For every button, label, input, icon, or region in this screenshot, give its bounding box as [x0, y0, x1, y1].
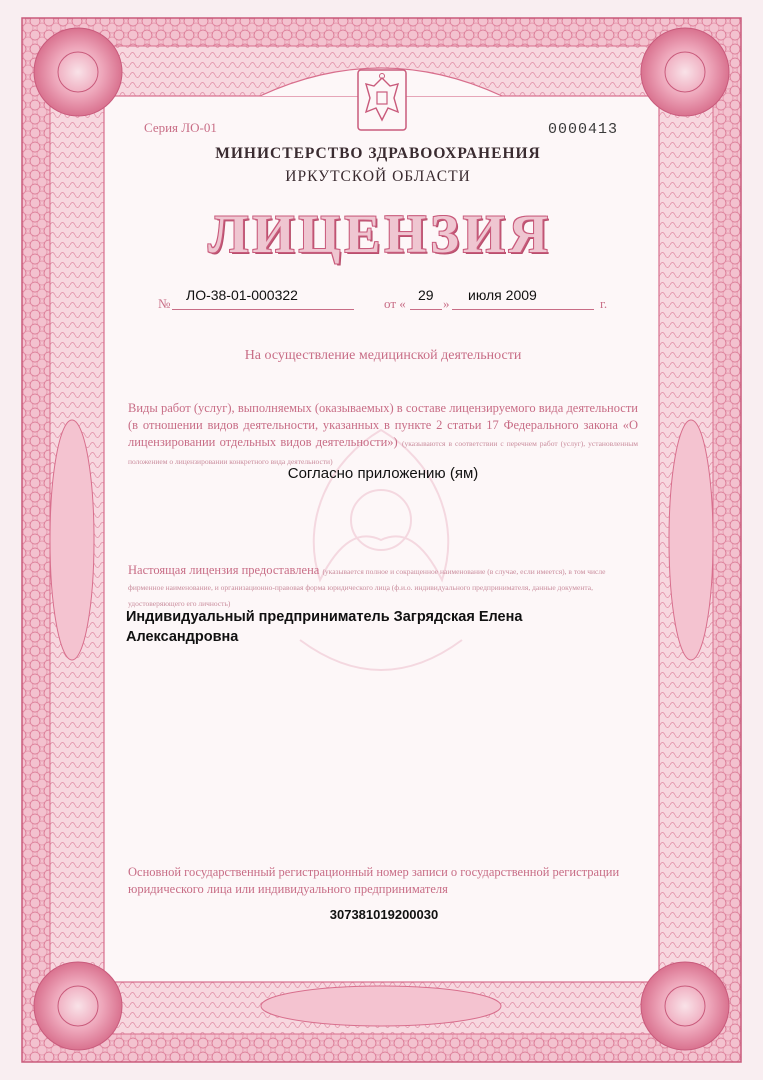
holder-label: [128, 563, 640, 611]
quote-close: »: [443, 296, 450, 311]
works-value: Согласно приложению (ям): [287, 465, 479, 482]
number-sign: №: [158, 296, 171, 311]
year-suffix: г.: [600, 296, 608, 311]
license-month-year: июля 2009: [468, 287, 537, 303]
holder-name-line2: Александровна: [126, 629, 239, 645]
holder-name: [126, 607, 646, 647]
ogrn-value: 307381019200030: [329, 907, 439, 922]
works-label: [128, 400, 638, 470]
region-name: ИРКУТСКОЙ ОБЛАСТИ: [285, 168, 471, 185]
ministry-name: МИНИСТЕРСТВО ЗДРАВООХРАНЕНИЯ: [215, 145, 541, 162]
works-label-text: Виды работ (услуг), выполняемых (оказываемых) в составе лицензируемого вида деятельности (в отношении видов деятельности, указанных в пункте 2 статьи 17 Федерального закона «О лицензировании отдельных видов деятельности»): [128, 401, 638, 449]
license-number: ЛО-38-01-000322: [186, 287, 298, 303]
form-number: 0000413: [548, 121, 619, 138]
coat-of-arms-icon: [356, 68, 408, 132]
holder-label-text: Настоящая лицензия предоставлена: [128, 563, 320, 577]
from-label: от «: [384, 296, 406, 311]
license-day: 29: [418, 287, 434, 303]
number-underline: [172, 309, 354, 310]
month-underline: [452, 309, 594, 310]
series-label: Серия ЛО-01: [144, 120, 217, 135]
holder-note: (указывается полное и сокращенное наименование (в случае, если имеется), в том числе фирменное наименование, и организационно-правовая форма юридического лица (ф.и.о. индивидуального предпринимателя, данные документа, удостоверяющего его личность): [128, 567, 606, 608]
document-title: ЛИЦЕНЗИЯ: [208, 204, 552, 264]
ogrn-label: Основной государственный регистрационный номер записи о государственной регистрации юридического лица или индивидуального предпринимателя: [128, 865, 620, 896]
activity-type: На осуществление медицинской деятельности: [244, 348, 522, 363]
day-underline: [410, 309, 442, 310]
works-note: (указываются в соответствии с перечнем работ (услуг), установленным положением о лицензировании конкретного вида деятельности): [128, 439, 639, 466]
holder-name-line1: Индивидуальный предприниматель Загрядская Елена: [126, 609, 523, 625]
